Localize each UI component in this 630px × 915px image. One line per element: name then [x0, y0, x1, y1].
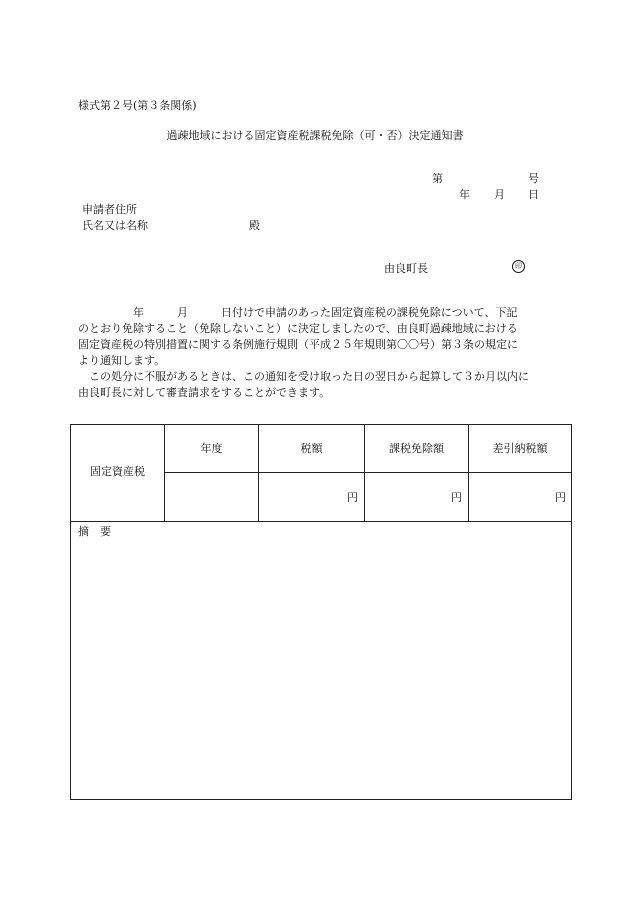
table-divider: [468, 425, 469, 521]
header-tax-amount: 税額: [300, 442, 323, 455]
table-divider: [71, 521, 571, 522]
applicant-address-label: 申請者住所: [82, 203, 137, 216]
body-line: より通知します。: [78, 354, 166, 367]
table-divider: [364, 425, 365, 521]
document-title: 過疎地域における固定資産税課税免除（可・否）決定通知書: [166, 129, 464, 142]
applicant-name-label: 氏名又は名称: [82, 219, 148, 232]
table-divider: [164, 425, 165, 521]
honorific: 殿: [249, 219, 260, 232]
table-divider: [258, 425, 259, 521]
body-line: 由良町長に対して審査請求をすることができます。: [78, 386, 331, 399]
header-net-tax-amount: 差引納税額: [492, 442, 548, 455]
tax-table: [70, 424, 572, 800]
date-day-label: 日: [528, 188, 539, 201]
header-exemption-amount: 課税免除額: [389, 442, 444, 455]
date-month-label: 月: [494, 188, 505, 201]
issuer-title: 由良町長: [384, 262, 428, 275]
body-line: のとおり免除すること（免除しないこと）に決定しましたので、由良町過疎地域における: [78, 322, 518, 335]
remarks-label: 摘 要: [78, 525, 111, 538]
notice-body: [78, 305, 556, 401]
unit-yen: 円: [451, 491, 462, 504]
date-year-label: 年: [459, 188, 470, 201]
seal-mark: 印: [512, 260, 525, 273]
unit-yen: 円: [347, 491, 358, 504]
row-label-fixed-asset-tax: 固定資産税: [90, 465, 145, 478]
body-line: この処分に不服があるときは、この通知を受け取った日の翌日から起算して３か月以内に: [78, 370, 529, 383]
unit-yen: 円: [555, 491, 566, 504]
header-fiscal-year: 年度: [200, 442, 223, 455]
number-suffix: 号: [528, 172, 539, 185]
table-divider: [164, 472, 571, 473]
form-id: 様式第２号(第３条関係): [78, 99, 197, 112]
body-line: 固定資産税の特別措置に関する条例施行規則（平成２５年規則第〇〇号）第３条の規定に: [78, 338, 518, 351]
number-label: 第: [432, 172, 443, 185]
body-line: 年 月 日付けで申請のあった固定資産税の課税免除について、下記: [78, 306, 518, 319]
